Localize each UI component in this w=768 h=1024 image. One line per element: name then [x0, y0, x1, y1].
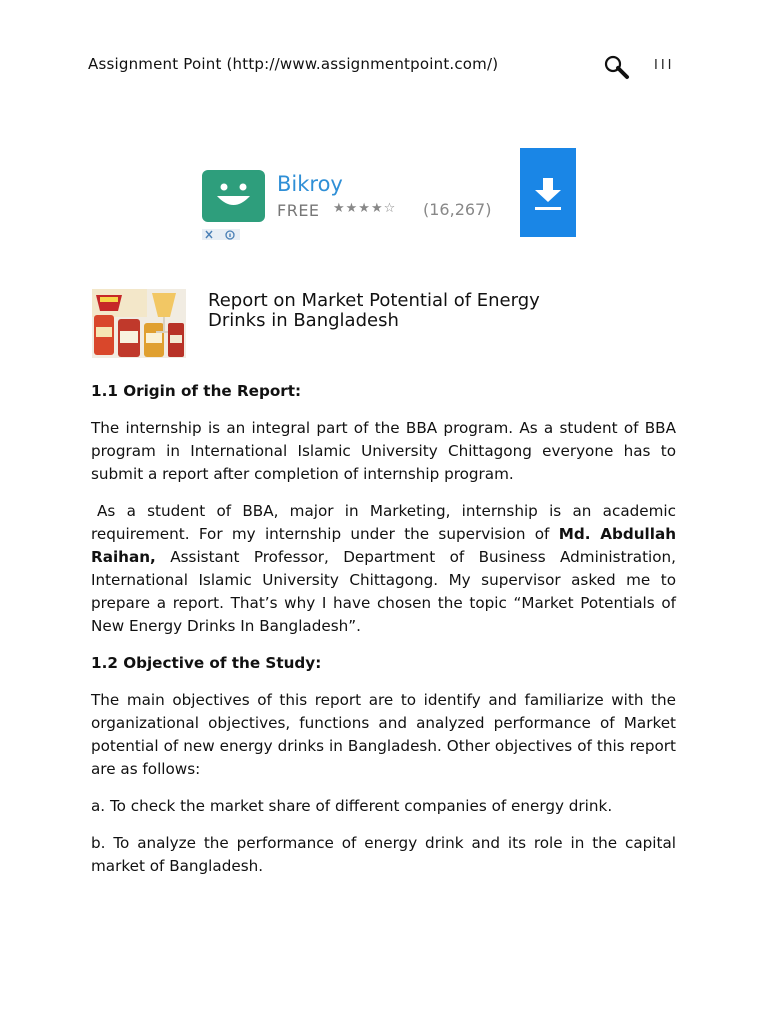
- origin-paragraph-2: [91, 500, 676, 638]
- supervisor-name: Md. Abdullah Raihan,: [91, 525, 677, 566]
- site-title[interactable]: Assignment Point (http://www.assignmentpoint.com/): [88, 55, 499, 73]
- section-heading-origin: 1.1 Origin of the Report:: [91, 382, 302, 400]
- origin-paragraph-2-end: Assistant Professor, Department of Business Administration, International Islamic University Chittagong. My supervisor asked me to prepare a report. That’s why I have chosen the topic “Market Potentials of New Energy Drinks In Bangladesh”.: [91, 548, 676, 635]
- download-icon: [520, 148, 576, 237]
- menu-icon[interactable]: III: [654, 58, 675, 73]
- report-title-line1: Report on Market Potential of Energy: [208, 290, 540, 311]
- section-heading-objective: 1.2 Objective of the Study:: [91, 654, 322, 672]
- ad-price: FREE: [277, 201, 320, 220]
- ad-app-name[interactable]: Bikroy: [277, 172, 343, 196]
- report-title-line2: Drinks in Bangladesh: [208, 310, 399, 331]
- download-button[interactable]: [520, 148, 576, 237]
- search-icon[interactable]: [603, 54, 631, 80]
- report-title: [208, 291, 628, 331]
- origin-paragraph-1: The internship is an integral part of the BBA program. As a student of BBA program in International Islamic University Chittagong everyone has to submit a report after completion of internship program.: [91, 419, 676, 483]
- app-ad-banner[interactable]: [200, 148, 578, 240]
- origin-paragraph-2-start: As a student of BBA, major in Marketing, internship is an academic requirement. For my internship under the supervision of: [91, 502, 676, 543]
- ad-rating-count: (16,267): [423, 200, 492, 219]
- objective-item-a: a. To check the market share of different companies of energy drink.: [91, 797, 613, 815]
- ad-rating-stars: ★★★★☆: [333, 201, 397, 216]
- objective-paragraph: The main objectives of this report are to identify and familiarize with the organizational objectives, functions and analyzed performance of Market potential of new energy drinks in Bangladesh. Other objectives of this report are as follows:: [91, 691, 676, 778]
- page-header: [88, 52, 688, 82]
- energy-drink-thumbnail: [92, 289, 186, 358]
- document-body: [91, 380, 676, 878]
- objective-item-b: b. To analyze the performance of energy drink and its role in the capital market of Bangladesh.: [91, 834, 676, 875]
- bikroy-logo: [202, 170, 265, 222]
- ad-choices-icon[interactable]: [202, 229, 240, 240]
